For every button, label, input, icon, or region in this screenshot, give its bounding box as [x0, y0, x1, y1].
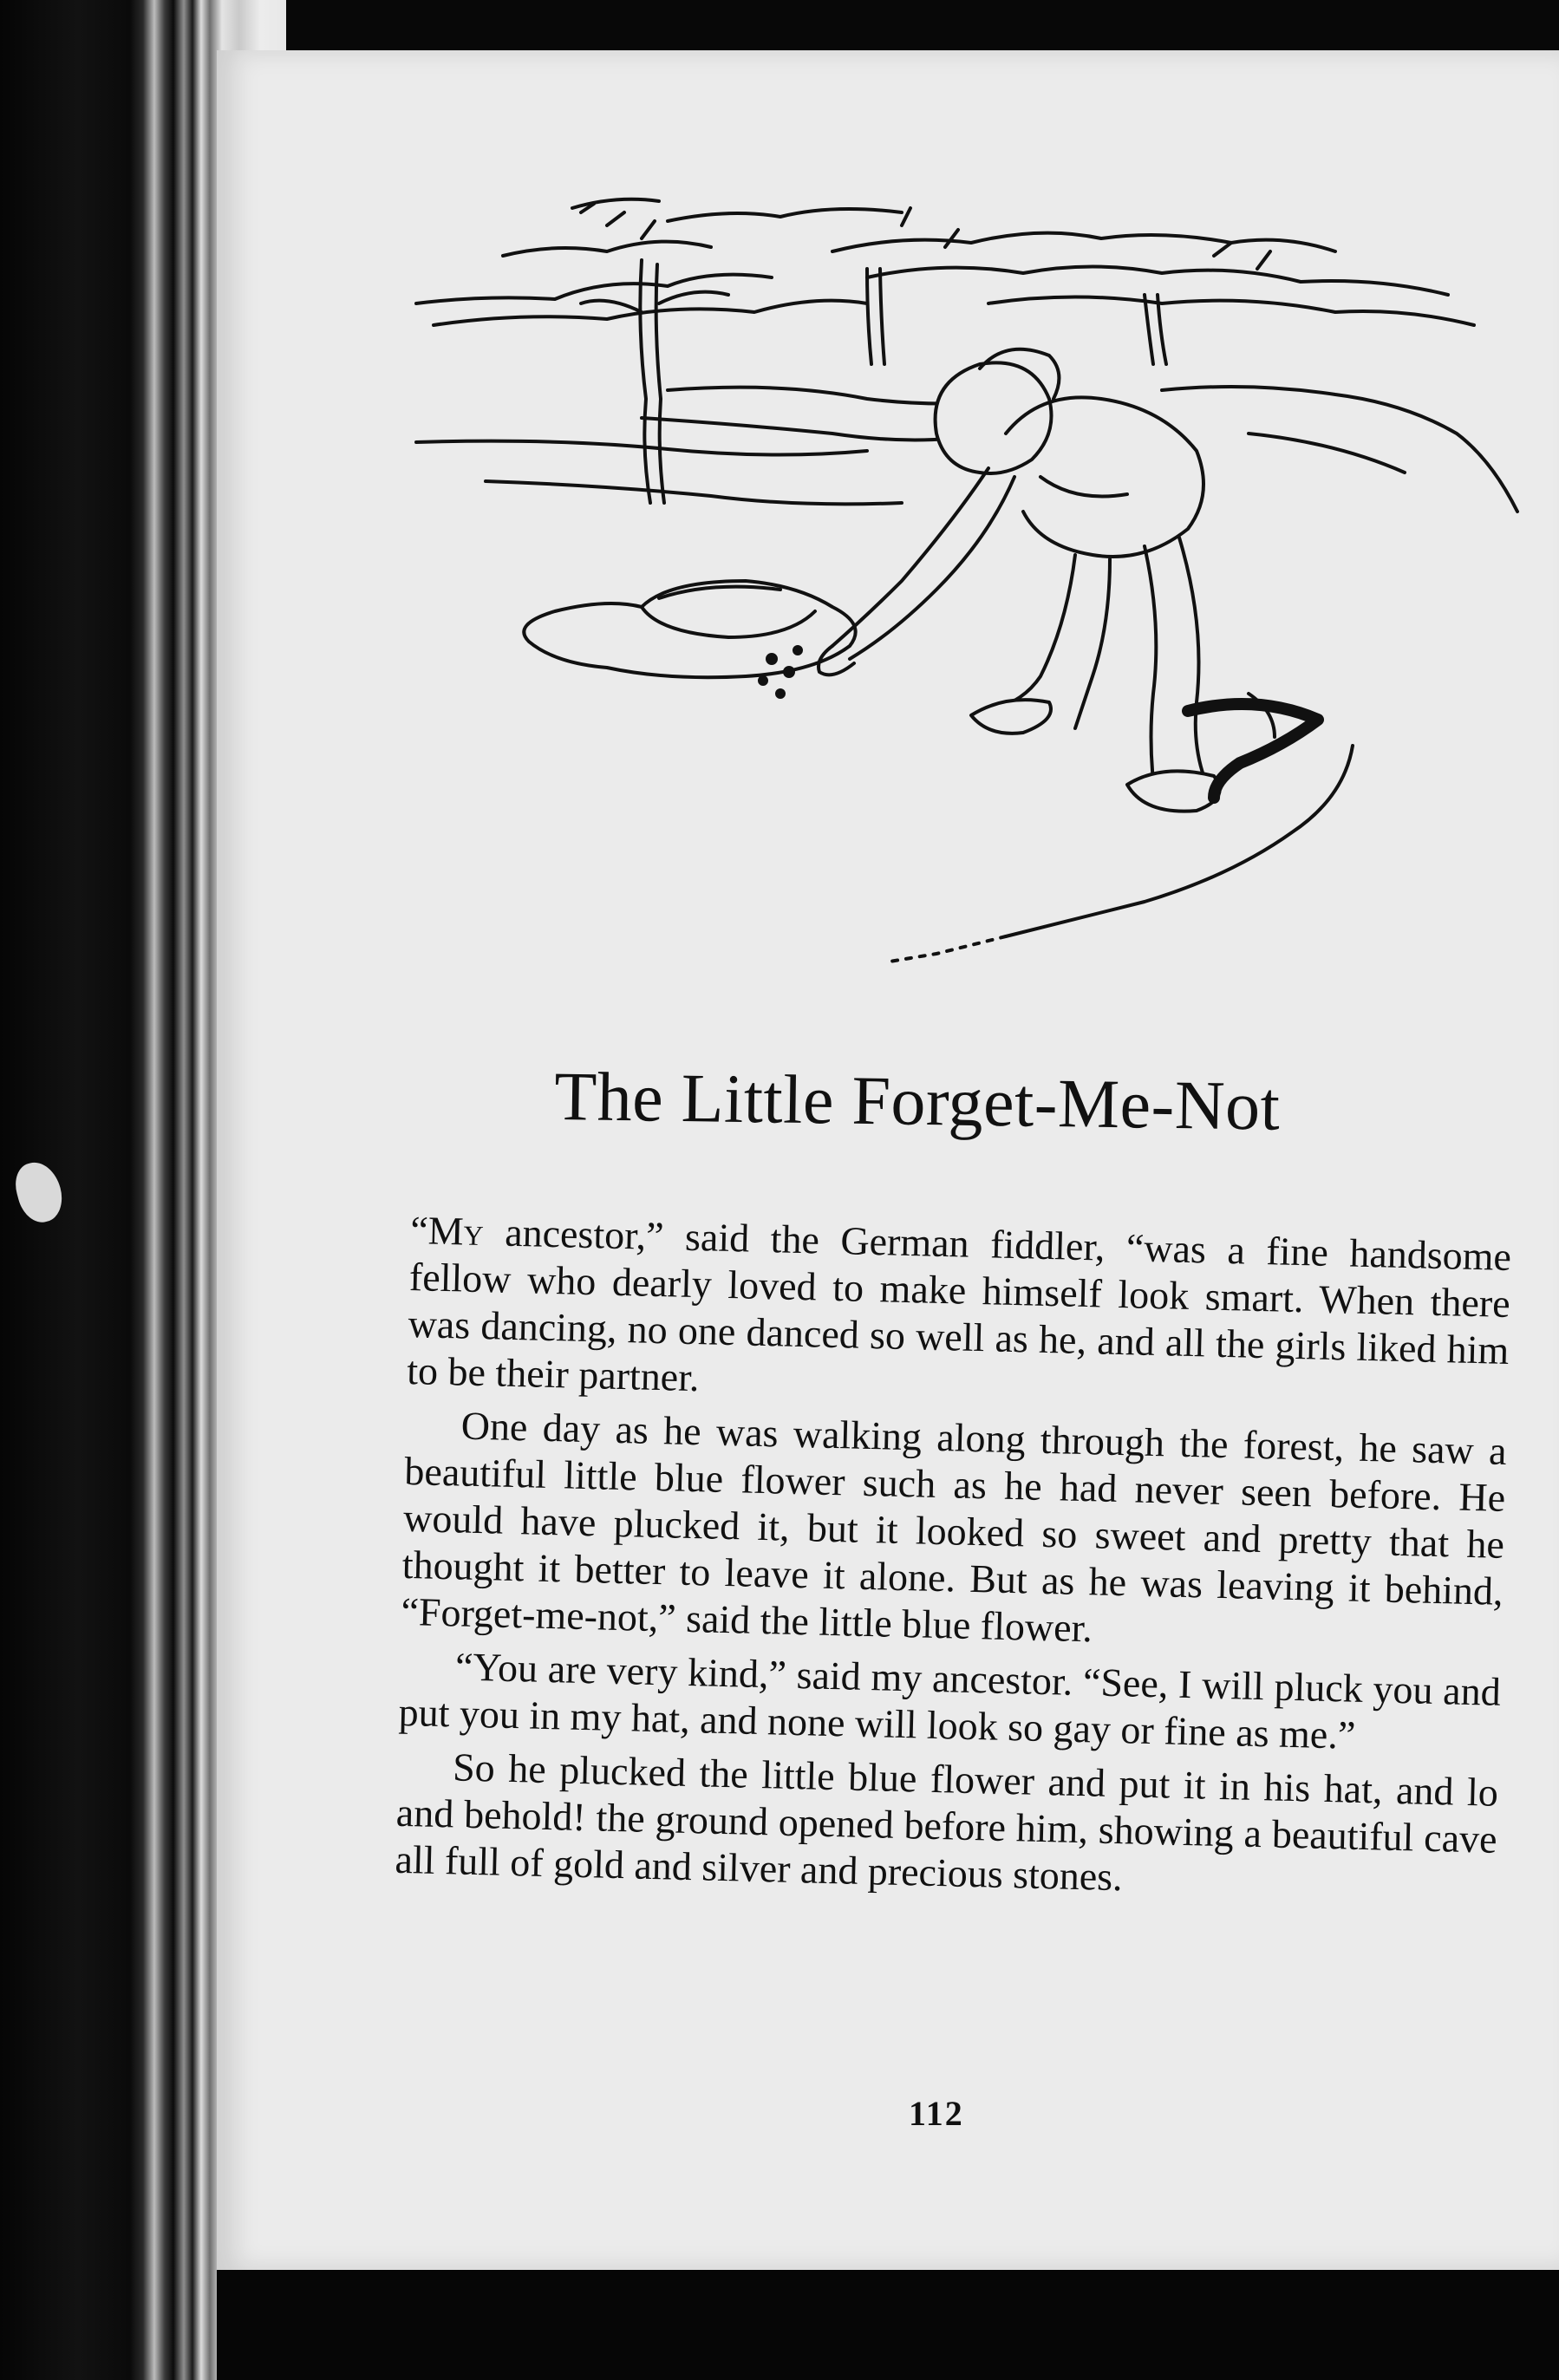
tree-canopy [416, 199, 1474, 325]
boy-picking-flower-illustration [382, 173, 1526, 980]
chapter-title: The Little Forget-Me-Not [553, 1058, 1281, 1145]
hat [524, 581, 855, 677]
boy-figure [819, 349, 1318, 812]
paragraph-1 [407, 1207, 1512, 1421]
page-shadow-bottom [217, 2270, 1559, 2380]
paragraph-3: “You are very kind,” said my ancestor. “See, I will pluck you and put you in my hat, and none will look so gay or fine as me.” [398, 1644, 1502, 1757]
paragraph-text: ancestor,” said the German fiddler, “was a fine handsome fellow who dearly loved to make himself look smart. When there was dancing, no one danced so well as he, and all the girls liked him to be their partner. [406, 1210, 1512, 1400]
paragraph-2: One day as he was walking along through the forest, he saw a beautiful little blue flower such as he had never seen before. He would have plucked it, but it looked so sweet and pretty that he thought it better to leave it alone. But as he was leaving it behind, “Forget-me-not,” said the little blue flower. [400, 1403, 1508, 1651]
path-edge [884, 694, 1353, 962]
paragraph-lead: “My [409, 1207, 485, 1255]
paragraph-4: So he plucked the little blue flower and put it in his hat, and lo and behold! the ground opened before him, showing a beautiful cave all full of gold and silver and precious stones. [394, 1744, 1499, 1900]
page-number: 112 [909, 2094, 964, 2133]
story-text [395, 1207, 1512, 1917]
